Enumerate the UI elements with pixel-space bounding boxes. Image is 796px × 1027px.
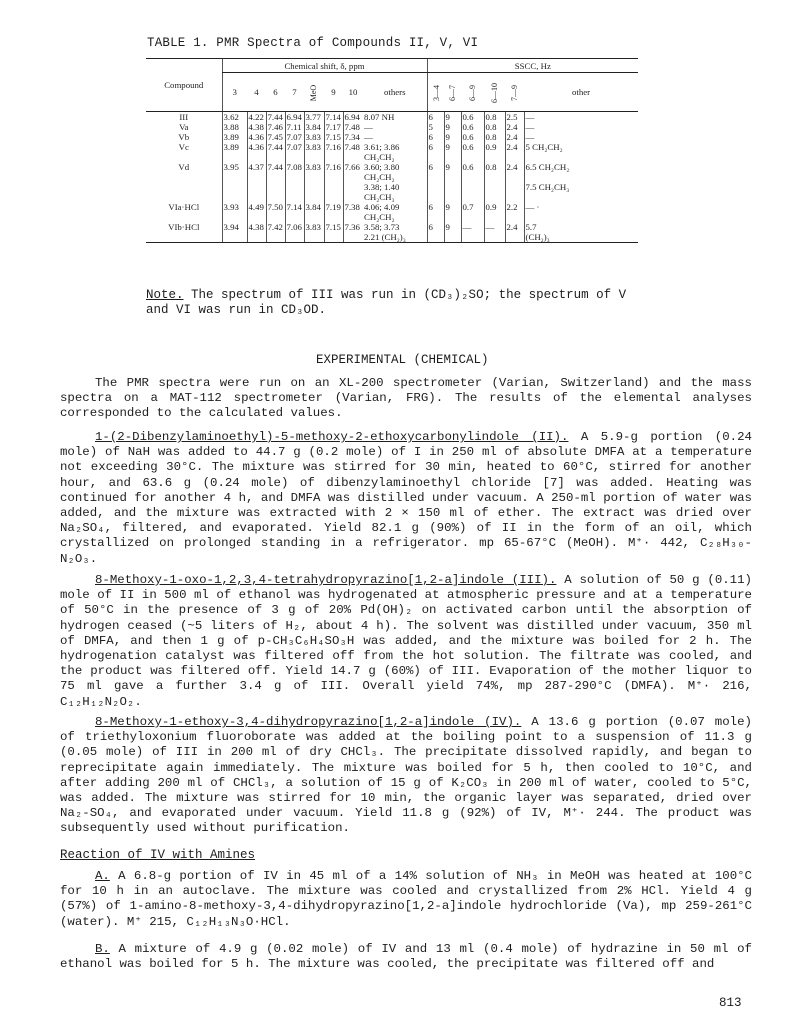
table-cell: 4.38 [247, 222, 266, 232]
table-cell: Vd [178, 162, 190, 172]
table-cell: — [484, 222, 505, 232]
shift-col-header-label: 3 [232, 87, 237, 97]
shift-col-header [324, 73, 343, 112]
table-cell [484, 182, 505, 192]
table-cell [304, 172, 324, 182]
table-cell: Va [179, 122, 189, 132]
table-cell [324, 152, 343, 162]
table-cell [247, 192, 266, 202]
table-cell: 2.5 [505, 112, 524, 123]
other-col-header-label: other [572, 87, 591, 97]
table-cell: 3.83 [304, 162, 324, 172]
table-cell [343, 192, 363, 202]
table-cell [505, 212, 524, 222]
table-cell: 7.07 [285, 142, 304, 152]
table-cell: 4.49 [247, 202, 266, 212]
table-cell [524, 212, 638, 222]
table-row [146, 162, 638, 172]
table-cell: 7.5 CH₂CH₃ [524, 182, 638, 192]
table-cell [461, 152, 484, 162]
table-cell: 4.36 [247, 142, 266, 152]
table-cell [285, 152, 304, 162]
table-cell: 0.7 [461, 202, 484, 212]
table-cell: 7.44 [266, 112, 285, 123]
compound-iii-title: 8-Methoxy-1-oxo-1,2,3,4-tetrahydropyrazino[1,2-a]indole (III). [95, 573, 557, 587]
table-cell [146, 212, 222, 222]
table-cell: 3.84 [304, 202, 324, 212]
table-cell: CH₂CH₃ [364, 192, 395, 202]
table-cell: 7.48 [343, 142, 363, 152]
table-cell: 0.8 [484, 162, 505, 172]
table-cell: 6 [427, 112, 444, 123]
procedure-b-label: B. [95, 942, 110, 956]
table-cell: 6 [427, 222, 444, 232]
table-row [146, 152, 638, 162]
table-cell [222, 212, 247, 222]
table-cell [324, 212, 343, 222]
table-cell [266, 212, 285, 222]
table-cell: 3.83 [304, 132, 324, 142]
table-cell: 2.2 [505, 202, 524, 212]
table-cell: 4.37 [247, 162, 266, 172]
table-cell: — [524, 132, 638, 142]
table-cell [427, 192, 444, 202]
table-row [146, 202, 638, 212]
table-cell: 7.34 [343, 132, 363, 142]
table-cell: 9 [444, 132, 461, 142]
table-cell: 9 [444, 222, 461, 232]
table-cell: 3.83 [304, 222, 324, 232]
table-cell: 5 CH₂CH₂ [524, 142, 638, 152]
table-cell [524, 172, 638, 182]
table-cell: 6 [427, 162, 444, 172]
table-cell: 7.14 [285, 202, 304, 212]
table-cell: 7.06 [285, 222, 304, 232]
sscc-col-header [484, 73, 505, 112]
table-cell [461, 182, 484, 192]
table-cell [427, 152, 444, 162]
table-cell: CH₂CH₂ [364, 212, 395, 222]
table-cell [427, 182, 444, 192]
table-cell: 3.89 [222, 142, 247, 152]
table-cell [484, 152, 505, 162]
table-cell: (CH₂)₃ [524, 232, 638, 243]
table-cell [247, 212, 266, 222]
table-cell: 9 [444, 162, 461, 172]
table-cell: 0.8 [484, 132, 505, 142]
table-cell: 6 [427, 142, 444, 152]
table-cell [343, 172, 363, 182]
table-row [146, 122, 638, 132]
table-cell [444, 152, 461, 162]
table-cell: 6 [427, 132, 444, 142]
table-cell: 7.16 [324, 142, 343, 152]
table-cell [146, 152, 222, 162]
compound-iv-title: 8-Methoxy-1-ethoxy-3,4-dihydropyrazino[1,2-a]indole (IV). [95, 715, 522, 729]
table-cell [247, 182, 266, 192]
table-body [146, 112, 638, 243]
sscc-col-header [461, 73, 484, 112]
table-cell: 7.66 [343, 162, 363, 172]
table-row [146, 132, 638, 142]
table-cell: 6.5 CH₂CH₂ [524, 162, 638, 172]
table-cell: 2.4 [505, 222, 524, 232]
table-cell: 4.36 [247, 132, 266, 142]
table-cell [146, 232, 222, 243]
table-cell: 4.38 [247, 122, 266, 132]
table-cell [324, 232, 343, 243]
table-cell [505, 192, 524, 202]
table-cell [343, 152, 363, 162]
table-cell [304, 212, 324, 222]
table-row [146, 172, 638, 182]
table-cell: 7.15 [324, 222, 343, 232]
table-cell: 2.4 [505, 132, 524, 142]
table-row [146, 192, 638, 202]
table-cell: 3.89 [222, 132, 247, 142]
table-cell: 7.19 [324, 202, 343, 212]
table-cell [524, 152, 638, 162]
table-cell [285, 182, 304, 192]
table-cell [343, 232, 363, 243]
compound-ii-body: A 5.9-g portion (0.24 mole) of NaH was added to 44.7 g (0.2 mole) of I in 250 ml of absolute DMFA at a temperature not exceeding 30°C. The mixture was stirred for 30 min, heated to 60°C, stirred for another hour, and 63.6 g (0.24 mole) of dibenzylaminoethyl chloride [7] was added. Heating was continued for another 4 h, and DMFA was distilled under vacuum. A 250-ml portion of water was added, and the mixture was extracted with 2 × 150 ml of ether. The extract was dried over Na₂SO₄, filtered, and evaporated. Yield 82.1 g (90%) of II in the form of an oil, which crystallized on prolonged standing in a refrigerator. mp 65-67°C (MeOH). M⁺· 442, C₂₈H₃₀-N₂O₃. [60, 430, 752, 566]
compound-ii-paragraph [60, 430, 752, 567]
table-cell: 0.6 [461, 112, 484, 123]
table-cell [222, 192, 247, 202]
table-cell: 9 [444, 112, 461, 123]
table-row [146, 212, 638, 222]
table-cell [324, 192, 343, 202]
shift-col-header-label: 9 [331, 87, 336, 97]
table-cell [146, 172, 222, 182]
table-cell: 7.15 [324, 132, 343, 142]
table-cell: 7.36 [343, 222, 363, 232]
table-cell [304, 232, 324, 243]
table-cell: 0.8 [484, 112, 505, 123]
table-cell: VIa·HCl [168, 202, 200, 212]
sscc-col-header [505, 73, 524, 112]
table-cell [484, 192, 505, 202]
sscc-col-header-label: 7—9 [509, 84, 519, 101]
table-cell [304, 152, 324, 162]
table-cell [324, 182, 343, 192]
table-cell: 7.17 [324, 122, 343, 132]
table-cell: 2.4 [505, 162, 524, 172]
table-cell [444, 182, 461, 192]
shift-col-header-label: 4 [254, 87, 259, 97]
table-cell [304, 182, 324, 192]
table-row [146, 222, 638, 232]
reaction-heading: Reaction of IV with Amines [60, 848, 256, 862]
table-cell [222, 232, 247, 243]
table-cell [343, 182, 363, 192]
table-row [146, 112, 638, 123]
table-cell [285, 232, 304, 243]
table-cell [484, 172, 505, 182]
procedure-a-body: A 6.8-g portion of IV in 45 ml of a 14% solution of NH₃ in MeOH was heated at 100°C for 10 h in an autoclave. The mixture was cooled and crystallized from 2% HCl. Yield 4 g (57%) of 1-amino-8-methoxy-3,4-dihydropyrazino[1,2-a]indole hydrochloride (Va), mp 259-261°C (water). M⁺ 215, C₁₂H₁₃N₃O·HCl. [60, 869, 752, 929]
shift-col-header-label: 6 [273, 87, 278, 97]
pmr-spectra-table [146, 58, 638, 243]
table-cell [444, 232, 461, 243]
chemical-shift-header: Chemical shift, δ, ppm [222, 59, 427, 73]
table-cell: 0.6 [461, 122, 484, 132]
table-cell [505, 152, 524, 162]
sscc-col-header [444, 73, 461, 112]
shift-col-header-label: 7 [292, 87, 297, 97]
table-cell: 3.88 [222, 122, 247, 132]
table-cell: — [524, 122, 638, 132]
table-row [146, 232, 638, 243]
sscc-col-header-label: 6—9 [467, 84, 477, 101]
table-cell: 3.93 [222, 202, 247, 212]
note-label: Note. [146, 288, 184, 302]
table-cell: 9 [444, 142, 461, 152]
table-cell: 0.9 [484, 202, 505, 212]
table-cell [505, 182, 524, 192]
table-cell: 7.42 [266, 222, 285, 232]
table-cell: 7.48 [343, 122, 363, 132]
table-cell: 7.14 [324, 112, 343, 123]
table-cell: 2.4 [505, 122, 524, 132]
table-cell [285, 192, 304, 202]
table-cell [427, 212, 444, 222]
procedure-b-body: A mixture of 4.9 g (0.02 mole) of IV and 13 ml (0.4 mole) of hydrazine in 50 ml of ethanol was boiled for 5 h. The mixture was cooled, the precipitate was filtered off and [60, 942, 752, 972]
table-cell: 4.06; 4.09 [364, 202, 400, 212]
table-cell: 7.08 [285, 162, 304, 172]
intro-paragraph: The PMR spectra were run on an XL-200 spectrometer (Varian, Switzerland) and the mass spectra on a MAT-112 spectrometer (Varian, FRG). The results of the elemental analyses corresponded to the calculated values. [60, 376, 752, 421]
compound-iii-body: A solution of 50 g (0.11) mole of II in 500 ml of ethanol was hydrogenated at atmospheric pressure and at a temperature of 50°C in the presence of 3 g of 20% Pd(OH)₂ on activated carbon until the absorption of hydrogen ceased (~5 liters of H₂, about 4 h). The solvent was distilled under vacuum, 350 ml of DMFA, and then 1 g of p-CH₃C₆H₄SO₃H was added, and the mixture was boiled for 2 h. The hydrogenation catalyst was filtered off from the hot solution. The filtrate was cooled, and the product was filtered off. Yield 14.7 g (60%) of III. Evaporation of the mother liquor to 75 ml gave a further 3.4 g of III. Overall yield 74%, mp 287-290°C (DMFA). M⁺· 216, C₁₂H₁₂N₂O₂. [60, 573, 752, 709]
table-cell: 3.84 [304, 122, 324, 132]
table-cell: 9 [444, 202, 461, 212]
table-cell: 3.62 [222, 112, 247, 123]
table-cell [444, 172, 461, 182]
table-cell [285, 172, 304, 182]
table-cell [266, 232, 285, 243]
table-cell [304, 192, 324, 202]
table-cell [444, 192, 461, 202]
table-cell [427, 172, 444, 182]
table-cell: VIb·HCl [168, 222, 200, 232]
table-cell: 3.77 [304, 112, 324, 123]
table-cell: 3.58; 3.73 [364, 222, 400, 232]
table-cell [461, 232, 484, 243]
table-cell: 3.94 [222, 222, 247, 232]
table-cell: 0.6 [461, 162, 484, 172]
table-cell [484, 212, 505, 222]
procedure-b-paragraph [60, 942, 752, 972]
table-cell: 2.4 [505, 142, 524, 152]
shift-col-header-label: MeO [308, 84, 318, 101]
table-cell: CH₂CH₂ [364, 152, 395, 162]
table-cell: — [524, 112, 638, 123]
table-title: TABLE 1. PMR Spectra of Compounds II, V, VI [147, 36, 479, 50]
table-cell: 5 [427, 122, 444, 132]
table-cell: — · [524, 202, 638, 212]
table-cell [343, 212, 363, 222]
table-cell: 3.83 [304, 142, 324, 152]
procedure-a-paragraph [60, 869, 752, 930]
table-cell [146, 192, 222, 202]
table-row [146, 142, 638, 152]
table-cell [524, 192, 638, 202]
table-cell [324, 172, 343, 182]
table-cell [146, 182, 222, 192]
table-cell: 0.9 [484, 142, 505, 152]
table-cell: 3.61; 3.86 [364, 142, 400, 152]
table-cell [247, 152, 266, 162]
table-cell [266, 172, 285, 182]
table-cell: — [364, 132, 373, 142]
page-number: 813 [719, 996, 742, 1010]
table-cell: 7.44 [266, 162, 285, 172]
table-cell: 3.38; 1.40 [364, 182, 400, 192]
table-row [146, 182, 638, 192]
sscc-col-header-label: 3—4 [431, 84, 441, 101]
table-cell [444, 212, 461, 222]
table-cell [484, 232, 505, 243]
shift-col-header [343, 73, 363, 112]
table-cell: 3.95 [222, 162, 247, 172]
shift-col-header [285, 73, 304, 112]
table-cell: CH₂CH₂ [364, 172, 395, 182]
table-cell [266, 152, 285, 162]
table-cell [266, 182, 285, 192]
table-note [146, 288, 646, 318]
shift-col-header [266, 73, 285, 112]
table-cell: 7.11 [285, 122, 304, 132]
shift-col-header-label: 10 [348, 87, 358, 97]
shift-col-header [222, 73, 247, 112]
shift-col-header [247, 73, 266, 112]
table-cell: 7.07 [285, 132, 304, 142]
table-cell [222, 172, 247, 182]
table-cell [285, 212, 304, 222]
table-cell: 6.94 [285, 112, 304, 123]
table-cell [247, 172, 266, 182]
compound-iv-body: A 13.6 g portion (0.07 mole) of triethyloxonium fluoroborate was added at the boiling point to a suspension of 11.3 g (0.05 mole) of III in 200 ml of dry CHCl₃. The precipitate dissolved rapidly, and began to reprecipitate again immediately. The mixture was boiled for 5 h, then cooled to 10°C, and after adding 200 ml of CHCl₃, a solution of 15 g of K₂CO₃ in 200 ml of water, cooled to 5°C, was added. The mixture was stirred for 10 min, the organic layer was separated, dried over Na₂-SO₄, and evaporated under vacuum. Yield 11.8 g (92%) of IV, M⁺· 244. The product was subsequently used without purification. [60, 715, 752, 836]
table-cell: 7.45 [266, 132, 285, 142]
section-heading: EXPERIMENTAL (CHEMICAL) [316, 353, 489, 367]
note-text: The spectrum of III was run in (CD₃)₂SO; the spectrum of V and VI was run in CD₃OD. [146, 288, 627, 317]
table-cell: Vc [178, 142, 189, 152]
table-cell [222, 182, 247, 192]
table-cell [222, 152, 247, 162]
table-cell: 3.60; 3.80 [364, 162, 400, 172]
table-cell [266, 192, 285, 202]
table-cell [247, 232, 266, 243]
compound-iv-paragraph [60, 715, 752, 837]
table-cell: Vb [178, 132, 190, 142]
table-cell: 9 [444, 122, 461, 132]
shift-col-header [304, 73, 324, 112]
sscc-header: SSCC, Hz [427, 59, 638, 73]
other-col-header [524, 73, 638, 112]
sscc-col-header-label: 6—7 [448, 84, 458, 101]
compound-header: Compound [146, 59, 222, 112]
table-cell: 7.50 [266, 202, 285, 212]
table-cell: 7.44 [266, 142, 285, 152]
table-cell [505, 172, 524, 182]
table-cell [427, 232, 444, 243]
table-cell: 4.22 [247, 112, 266, 123]
table-cell [461, 192, 484, 202]
table-cell [461, 212, 484, 222]
sscc-col-header-label: 6—10 [490, 82, 500, 103]
table-cell: III [179, 112, 189, 122]
table-cell: 7.46 [266, 122, 285, 132]
table-cell: 0.6 [461, 132, 484, 142]
table-cell: — [364, 122, 373, 132]
compound-iii-paragraph [60, 573, 752, 710]
table-cell [461, 172, 484, 182]
table-cell: 6 [427, 202, 444, 212]
table-cell: 8.07 NH [364, 112, 395, 122]
table-cell: 2.21 (CH₂)₃ [363, 232, 427, 243]
table-cell: 0.8 [484, 122, 505, 132]
table-cell: 7.16 [324, 162, 343, 172]
sscc-col-header [427, 73, 444, 112]
compound-ii-title: 1-(2-Dibenzylaminoethyl)-5-methoxy-2-ethoxycarbonylindole (II). [95, 430, 569, 444]
table-cell [505, 232, 524, 243]
table-cell: 7.38 [343, 202, 363, 212]
procedure-a-label: A. [95, 869, 110, 883]
table-cell: 5.7 [524, 222, 638, 232]
table-cell: — [461, 222, 484, 232]
table-cell: 0.6 [461, 142, 484, 152]
table-cell: 6.94 [343, 112, 363, 123]
others-col-header [363, 73, 427, 112]
others-col-header-label: others [384, 87, 406, 97]
